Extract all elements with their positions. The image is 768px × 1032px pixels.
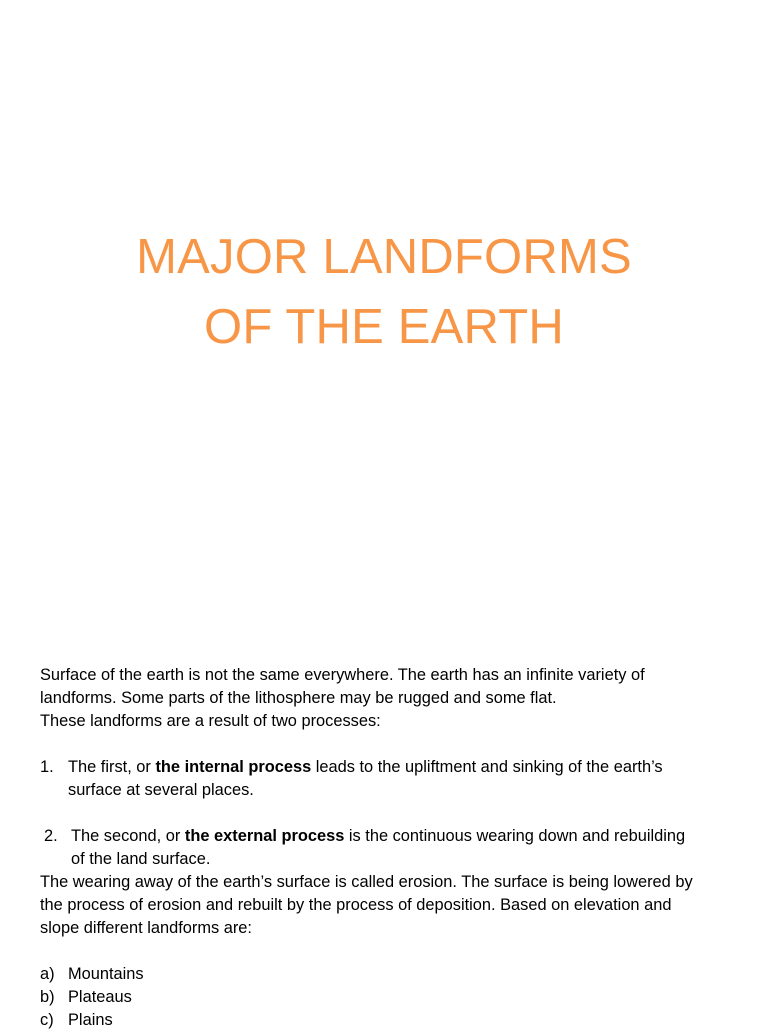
title-line-1: MAJOR LANDFORMS xyxy=(136,230,632,284)
landform-label: Plains xyxy=(68,1011,113,1029)
process-text: leads to the upliftment and sinking of the earth’s xyxy=(311,758,663,776)
process-item-2 xyxy=(40,825,740,871)
process-emphasis: the internal process xyxy=(155,758,312,776)
list-marker: a) xyxy=(40,965,55,983)
process-item-1 xyxy=(40,756,740,802)
erosion-line-3: slope different landforms are: xyxy=(40,919,252,937)
process-item-content xyxy=(68,756,740,802)
list-marker: 1. xyxy=(40,758,54,776)
body-text xyxy=(40,664,740,1032)
intro-line-1: Surface of the earth is not the same everywhere. The earth has an infinite variety of xyxy=(40,666,645,684)
erosion-line-2: the process of erosion and rebuilt by the process of deposition. Based on elevation and xyxy=(40,896,672,914)
process-lead: The second, or xyxy=(71,827,185,845)
list-marker: b) xyxy=(40,988,55,1006)
landform-item xyxy=(40,986,740,1009)
list-marker: c) xyxy=(40,1011,54,1029)
landform-label: Plateaus xyxy=(68,988,132,1006)
landform-item xyxy=(40,963,740,986)
intro-line-2: landforms. Some parts of the lithosphere may be rugged and some flat. xyxy=(40,689,557,707)
list-marker: 2. xyxy=(44,827,58,845)
title-block xyxy=(0,222,768,362)
process-item-line xyxy=(71,825,740,848)
intro-line-3: These landforms are a result of two processes: xyxy=(40,712,381,730)
title-line-2: OF THE EARTH xyxy=(204,300,564,354)
landform-label: Mountains xyxy=(68,965,144,983)
process-text: is the continuous wearing down and rebuilding xyxy=(344,827,686,845)
spacer xyxy=(40,940,740,963)
spacer xyxy=(40,802,740,825)
landform-item xyxy=(40,1009,740,1032)
erosion-line-1: The wearing away of the earth’s surface is called erosion. The surface is being lowered by xyxy=(40,873,693,891)
spacer xyxy=(40,733,740,756)
process-lead: The first, or xyxy=(68,758,156,776)
process-item-line xyxy=(68,756,740,779)
process-item-content xyxy=(71,825,740,871)
process-item-line: surface at several places. xyxy=(68,781,254,799)
process-emphasis: the external process xyxy=(184,827,345,845)
process-item-line: of the land surface. xyxy=(71,850,211,868)
